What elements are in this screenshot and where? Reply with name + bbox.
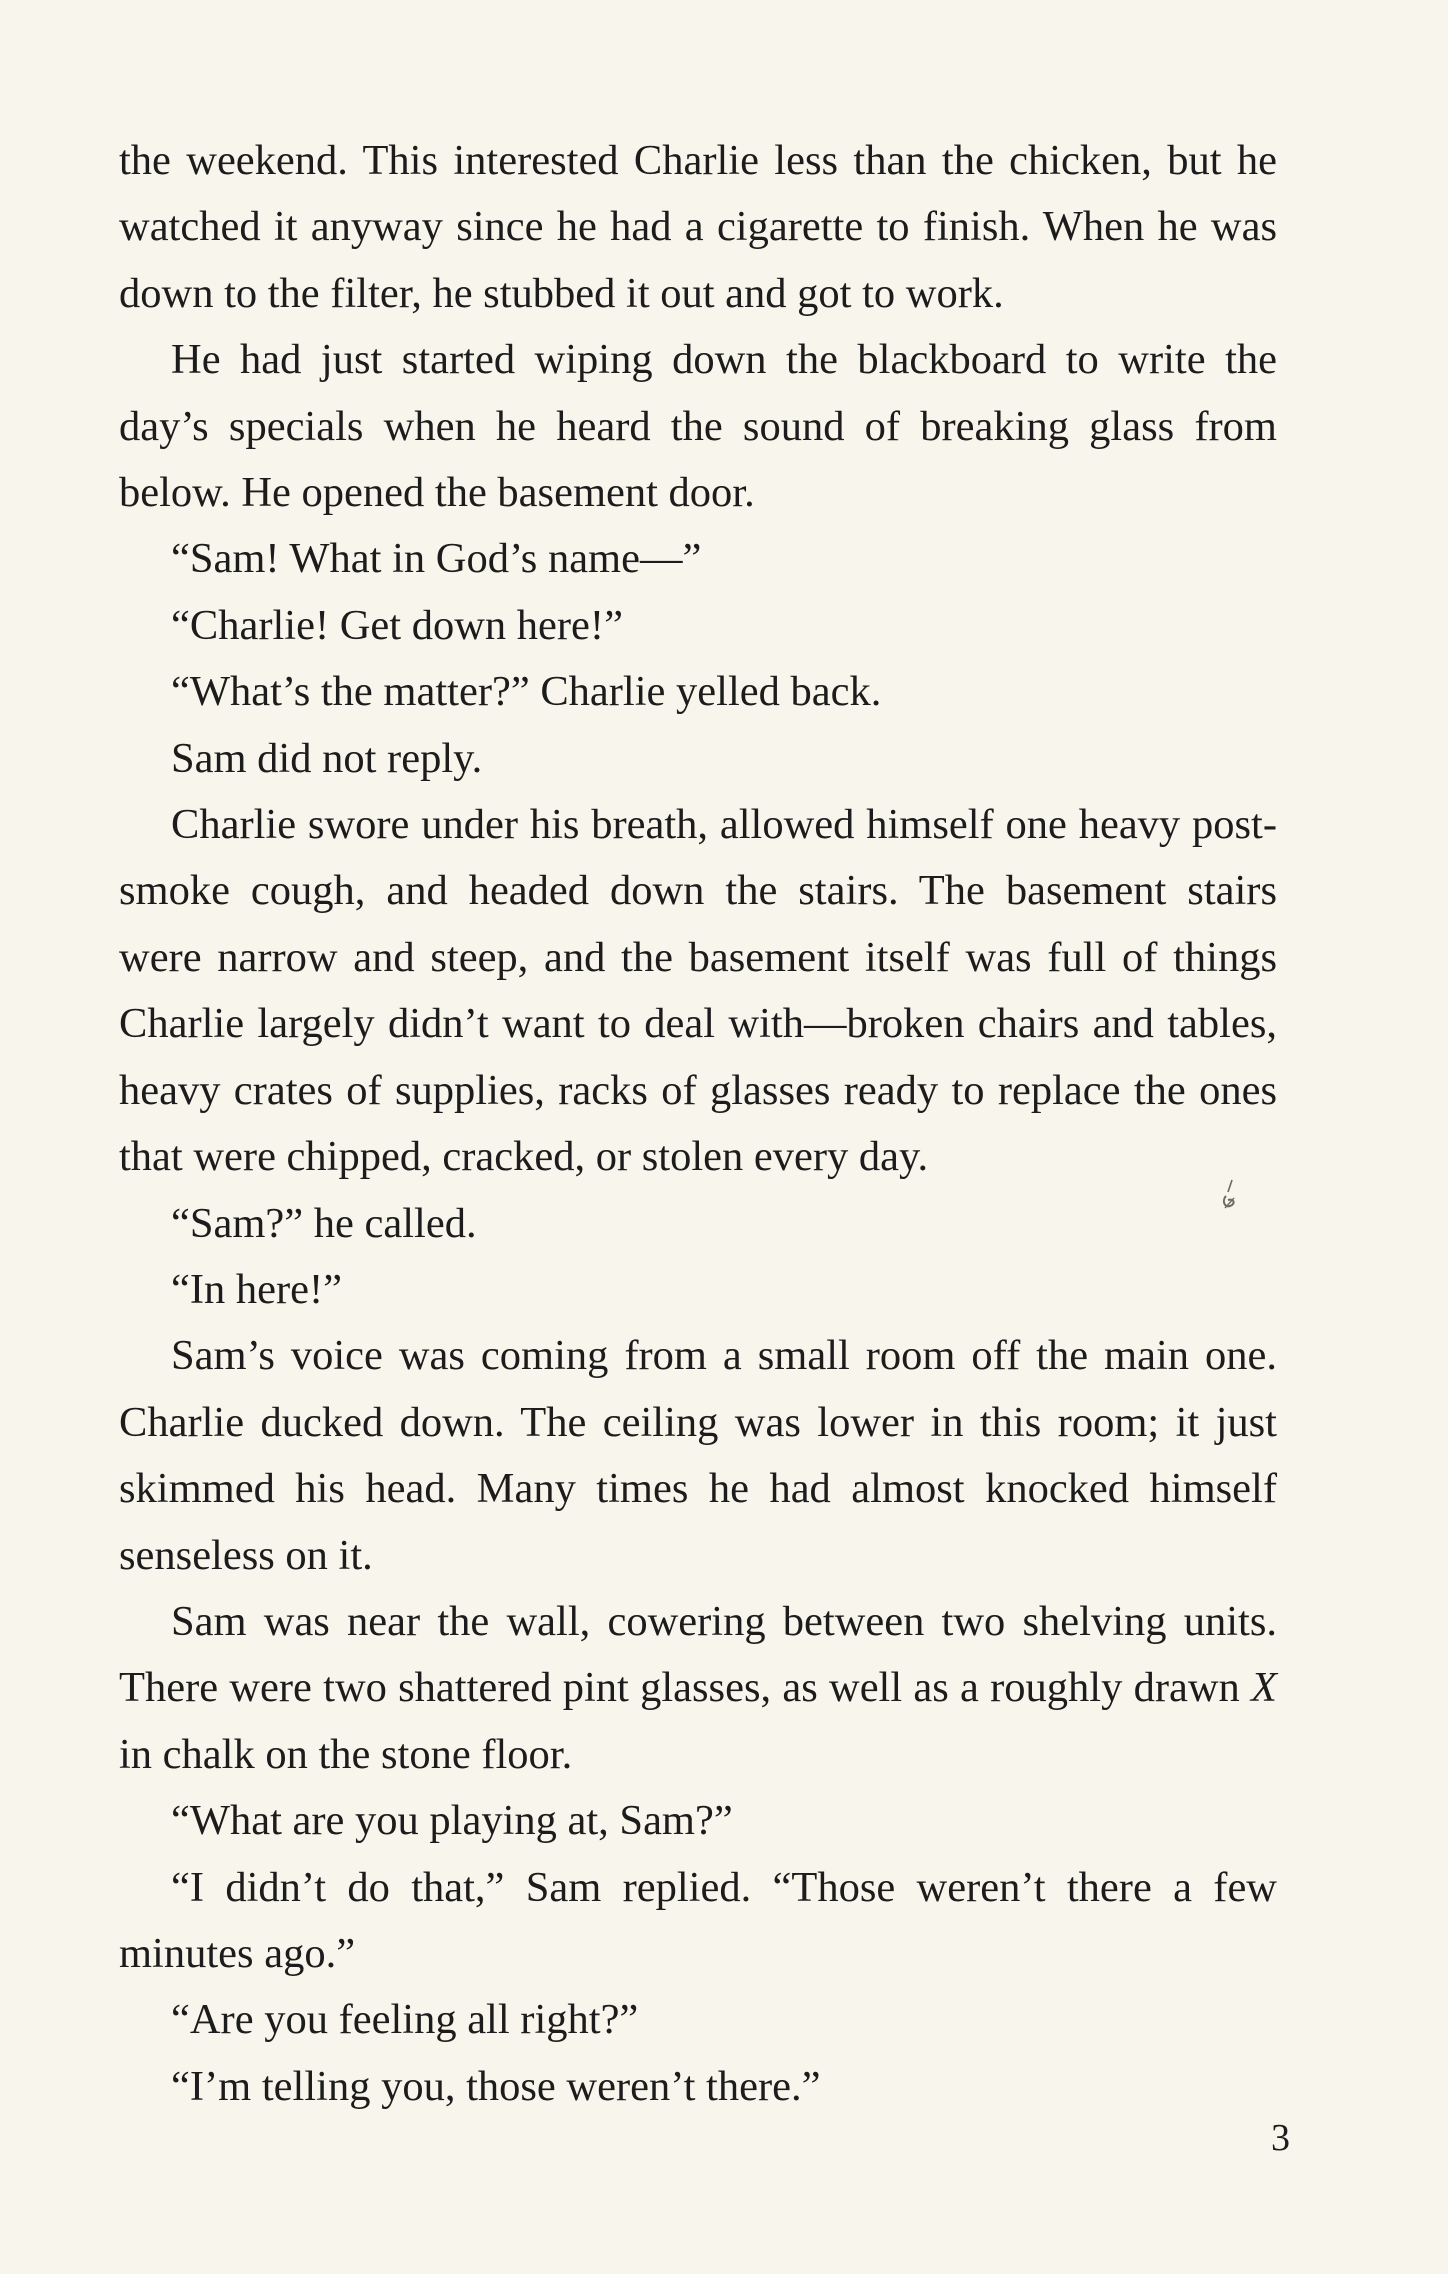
dialogue-line: “Are you feeling all right?”: [171, 1996, 639, 2044]
pencil-mark: [1218, 1178, 1244, 1214]
paragraph: the weekend. This interested Charlie less than the chicken, but he watched it anyway since he had a cigarette to finish. When he was down to the filter, he stubbed it out and got to work.: [119, 137, 1277, 317]
paragraph: He had just started wiping down the blackboard to write the day’s specials when he heard the sound of breaking glass from below. He opened the basement door.: [119, 336, 1277, 517]
paragraph: Sam did not reply.: [171, 734, 483, 782]
paragraph: [119, 1589, 1277, 1788]
italic-letter: X: [1251, 1664, 1277, 1712]
paragraph: Sam’s voice was coming from a small room off the main one. Charlie ducked down. The ceiling was lower in this room; it just skimmed his head. Many times he had almost knocked himself senseless on it.: [119, 1332, 1277, 1579]
dialogue-line: “What are you playing at, Sam?”: [171, 1797, 733, 1845]
dialogue-line: “Sam?” he called.: [171, 1199, 477, 1247]
dialogue-line: “What’s the matter?” Charlie yelled back.: [171, 668, 882, 716]
page-number: 3: [1271, 2117, 1290, 2159]
dialogue-line: “Sam! What in God’s name—”: [171, 535, 702, 583]
body-text: [119, 128, 1277, 2120]
paragraph-text: Sam was near the wall, cowering between two shelving units. There were two shattered pint glasses, as well as a roughly drawn: [119, 1597, 1277, 1712]
dialogue-line: “I didn’t do that,” Sam replied. “Those weren’t there a few minutes ago.”: [119, 1863, 1277, 1977]
paragraph: Charlie swore under his breath, allowed himself one heavy post-smoke cough, and headed down the stairs. The basement stairs were narrow and steep, and the basement itself was full of things Charlie largely didn’t want to deal with—broken chairs and tables, heavy crates of supplies, racks of glasses ready to replace the ones that were chipped, cracked, or stolen every day.: [119, 801, 1277, 1181]
dialogue-line: “Charlie! Get down here!”: [171, 601, 623, 649]
paragraph-text: in chalk on the stone floor.: [119, 1730, 573, 1778]
dialogue-line: “I’m telling you, those weren’t there.”: [171, 2062, 821, 2110]
dialogue-line: “In here!”: [171, 1265, 343, 1313]
